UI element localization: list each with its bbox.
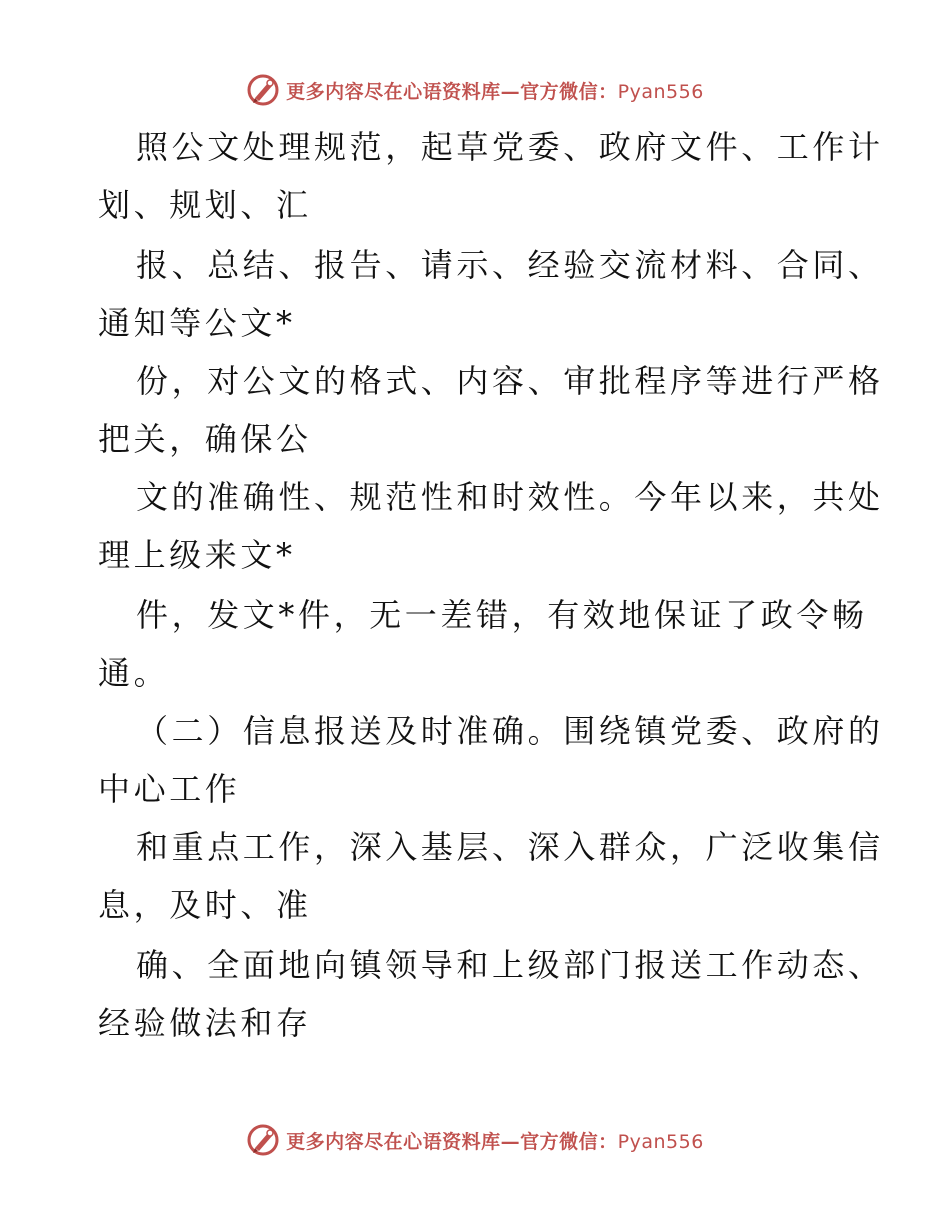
pen-logo-icon xyxy=(246,1123,280,1157)
body-line: 文的准确性、规范性和时效性。今年以来，共处 xyxy=(136,478,884,516)
body-line: 报、总结、报告、请示、经验交流材料、合同、 xyxy=(136,246,884,284)
body-line: （二）信息报送及时准确。围绕镇党委、政府的 xyxy=(136,712,884,750)
body-line: 息，及时、准 xyxy=(98,886,312,924)
body-line: 中心工作 xyxy=(98,770,241,808)
header-watermark xyxy=(0,70,950,110)
footer-watermark xyxy=(0,1120,950,1160)
body-line: 件，发文*件，无一差错，有效地保证了政令畅 xyxy=(136,596,868,634)
body-line: 通知等公文* xyxy=(98,304,296,342)
body-line: 确、全面地向镇领导和上级部门报送工作动态、 xyxy=(136,946,884,984)
watermark-handle: Pyan556 xyxy=(617,80,704,103)
pen-logo-icon xyxy=(246,73,280,107)
body-line: 份，对公文的格式、内容、审批程序等进行严格 xyxy=(136,362,884,400)
watermark-text: 更多内容尽在心语资料库—官方微信： xyxy=(286,80,618,103)
body-line: 照公文处理规范，起草党委、政府文件、工作计 xyxy=(136,128,884,166)
watermark-handle: Pyan556 xyxy=(617,1130,704,1153)
body-line: 通。 xyxy=(98,654,170,692)
body-line: 理上级来文* xyxy=(98,536,296,574)
body-line: 划、规划、汇 xyxy=(98,186,312,224)
body-line: 和重点工作，深入基层、深入群众，广泛收集信 xyxy=(136,828,884,866)
body-line: 经验做法和存 xyxy=(98,1004,312,1042)
watermark-text: 更多内容尽在心语资料库—官方微信： xyxy=(286,1130,618,1153)
body-line: 把关，确保公 xyxy=(98,420,312,458)
